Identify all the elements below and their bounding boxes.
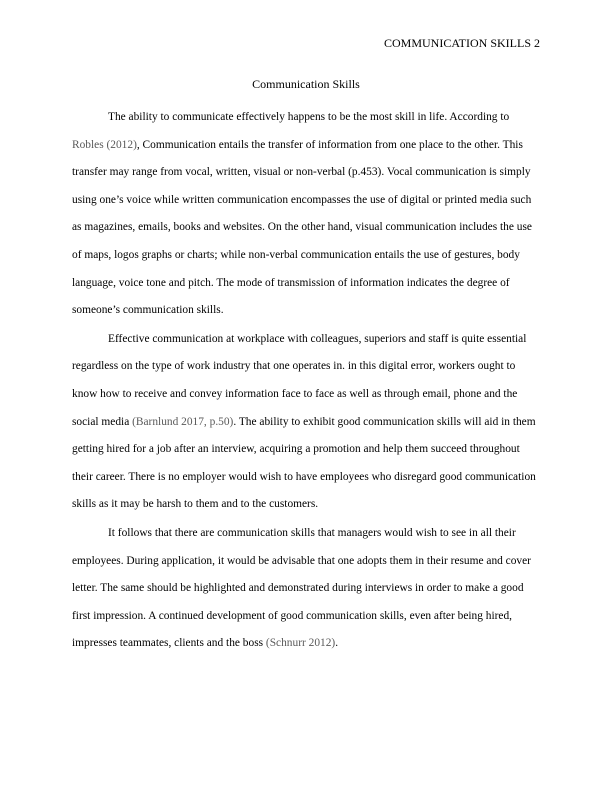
- page-title: Communication Skills: [252, 77, 360, 91]
- citation-schnurr: (Schnurr 2012): [265, 637, 336, 650]
- paragraph-text: It follows that there are communication skills that managers would wish to see in all their employees. During application, it would be advisable that one adopts them in their resume and cover letter. The same should be highlighted and demonstrated during interviews in order to make a good first impression. A continued development of good communication skills, even after being hired, impresses teammates, clients and the boss: [72, 526, 531, 650]
- body-text: [72, 104, 542, 659]
- paragraph-text: Effective communication at workplace with colleagues, superiors and staff is quite essential regardless on the type of work industry that one operates in. in this digital error, workers ought to know how to receive and convey information face to face as well as through email, phone and the social media: [72, 332, 527, 428]
- citation-robles: Robles (2012): [72, 138, 137, 151]
- paragraph-text: .: [335, 637, 339, 650]
- citation-barnlund: (Barnlund 2017, p.50): [132, 415, 234, 428]
- paragraph-1: [72, 104, 542, 325]
- paragraph-text: , Communication entails the transfer of information from one place to the other. This transfer may range from vocal, written, visual or non-verbal (p.453). Vocal communication is simply using one’s voice while written communication encompasses the use of digital or printed media such as magazines, emails, books and websites. On the other hand, visual communication includes the use of maps, logos graphs or charts; while non-verbal communication entails the use of gestures, body language, voice tone and pitch. The mode of transmission of information indicates the degree of someone’s communication skills.: [72, 138, 532, 317]
- paragraph-text: . The ability to exhibit good communication skills will aid in them getting hired for a job after an interview, acquiring a promotion and help them succeed throughout their career. There is no employer would wish to have employees who disregard good communication skills as it may be harsh to them and to the customers.: [72, 415, 536, 511]
- running-head: COMMUNICATION SKILLS 2: [383, 36, 540, 50]
- paragraph-2: [72, 326, 542, 519]
- paragraph-3: [72, 520, 542, 658]
- paragraph-text: The ability to communicate effectively happens to be the most skill in life. According to: [108, 111, 510, 123]
